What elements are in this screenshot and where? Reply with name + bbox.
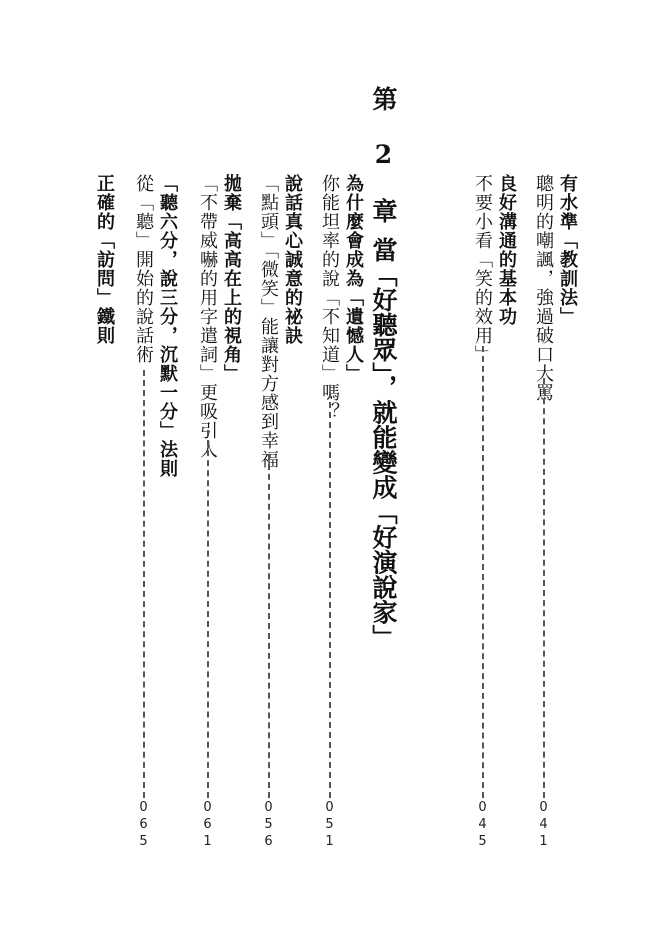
- toc-entry[interactable]: 你能坦率的說「不知道」嗎？: [319, 174, 340, 421]
- dot-leader: [543, 378, 545, 798]
- toc-entry[interactable]: 「不帶威嚇的用字遣詞」更吸引人: [197, 174, 218, 459]
- toc-entry[interactable]: 「點頭」「微笑」能讓對方感到幸福: [258, 174, 279, 469]
- dot-leader: [268, 454, 270, 798]
- toc-entry-heading[interactable]: 說話真心誠意的祕訣: [282, 174, 303, 345]
- page-number[interactable]: 045: [475, 800, 490, 851]
- dot-leader: [207, 430, 209, 798]
- toc-entry-heading[interactable]: 「聽六分，說三分，沉默一分」法則: [157, 174, 178, 478]
- toc-entry[interactable]: 不要小看「笑的效用」: [472, 174, 493, 364]
- toc-entry-heading[interactable]: 正確的「訪問」鐵則: [94, 174, 115, 345]
- toc-entry[interactable]: 聰明的嘲諷，強過破口大罵: [533, 174, 554, 402]
- toc-entry-heading[interactable]: 良好溝通的基本功: [496, 174, 517, 326]
- toc-entry-heading[interactable]: 有水準「教訓法」: [557, 174, 578, 326]
- dot-leader: [329, 392, 331, 798]
- chapter-heading: [368, 86, 398, 650]
- dot-leader: [482, 346, 484, 798]
- page-number[interactable]: 041: [536, 800, 551, 851]
- page-number[interactable]: 051: [322, 800, 337, 851]
- page-number[interactable]: 056: [261, 800, 276, 851]
- toc-entry[interactable]: 從「聽」開始的說話術: [133, 174, 154, 364]
- page-number[interactable]: 065: [136, 800, 151, 851]
- dot-leader: [143, 370, 145, 798]
- toc-entry-heading[interactable]: 拋棄「高高在上的視角」: [221, 174, 242, 383]
- chapter-title: 當「好聽眾」，就能變成「好演說家」: [369, 237, 398, 650]
- toc-entry-heading[interactable]: 為什麼會成為「遺憾人」: [343, 174, 364, 383]
- chapter-label: 第 2 章: [369, 86, 398, 223]
- page-number[interactable]: 061: [200, 800, 215, 851]
